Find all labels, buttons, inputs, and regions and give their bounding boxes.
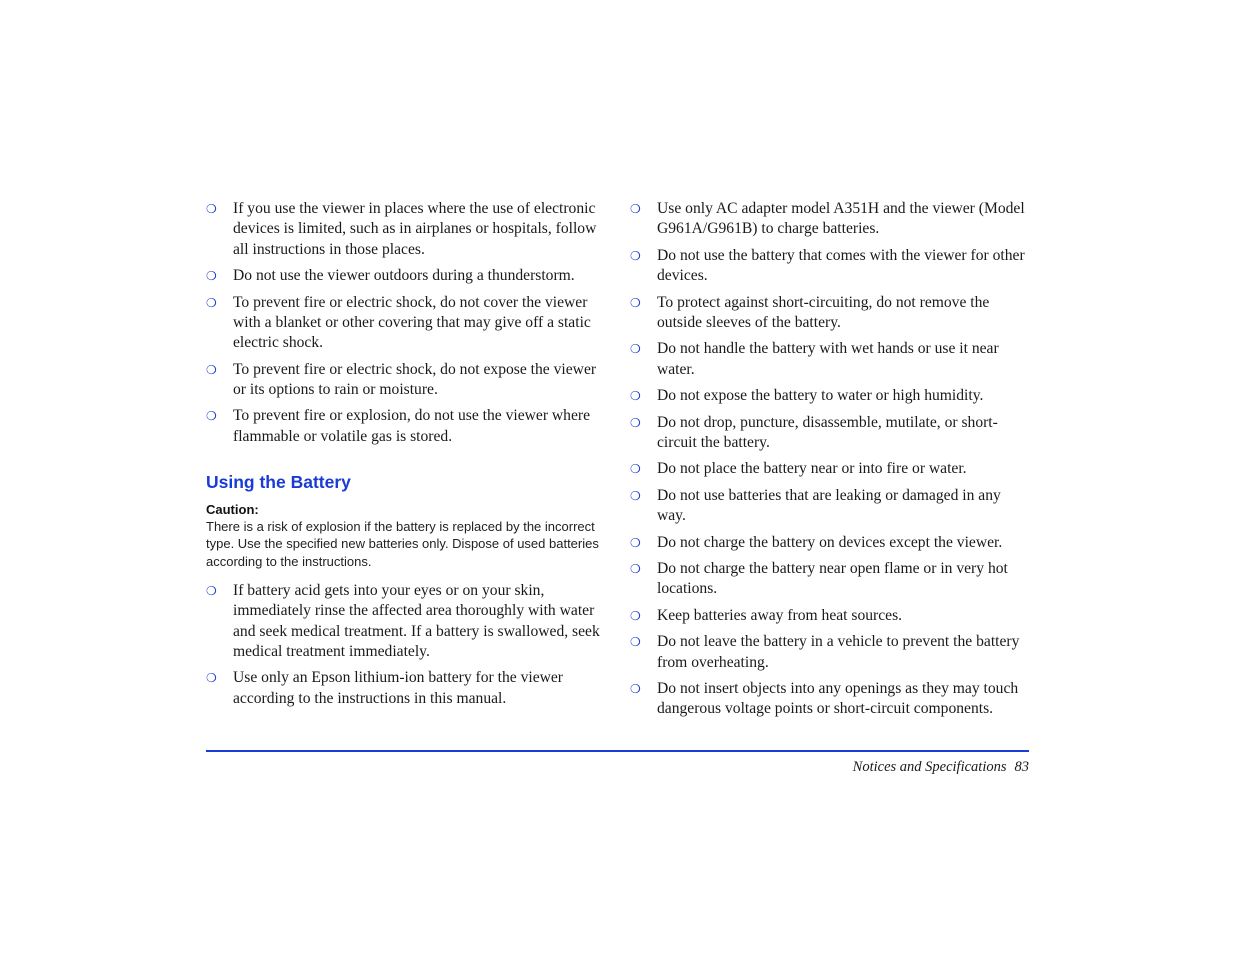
footer-section-title: Notices and Specifications (852, 759, 1007, 775)
bullet-icon: ❍ (206, 583, 217, 598)
bullet-icon: ❍ (630, 682, 641, 697)
bullet-icon: ❍ (630, 295, 641, 310)
list-item: ❍ Use only AC adapter model A351H and the viewer (Model G961A/G961B) to charge batteries. (630, 200, 1025, 238)
list-item: ❍ To prevent fire or electric shock, do not expose the viewer or its options to rain or moisture. (206, 360, 597, 398)
list-item: ❍ If battery acid gets into your eyes or on your skin, immediately rinse the affected area thoroughly with water and seek medical treatment. If a battery is swallowed, seek medical treatment immediately. (206, 581, 600, 660)
list-item: ❍ Do not insert objects into any openings as they may touch dangerous voltage points or short-circuit components. (630, 680, 1019, 718)
bullet-icon: ❍ (630, 635, 641, 650)
list-item: ❍ Do not place the battery near or into fire or water. (630, 459, 1030, 479)
bullet-icon: ❍ (630, 415, 641, 430)
bullet-icon: ❍ (630, 389, 641, 404)
top-bullet-list (206, 199, 606, 447)
bullet-icon: ❍ (206, 671, 217, 686)
bullet-icon: ❍ (630, 535, 641, 550)
page-number: 83 (1014, 759, 1029, 775)
footer-rule (206, 750, 1029, 752)
right-column (630, 199, 1030, 726)
battery-bullet-list (206, 581, 606, 709)
bullet-icon: ❍ (630, 342, 641, 357)
list-item: ❍ Do not use batteries that are leaking or damaged in any way. (630, 486, 1001, 525)
list-item: ❍ Do not handle the battery with wet hands or use it near water. (630, 340, 999, 378)
list-item: ❍ Do not use the battery that comes with the viewer for other devices. (630, 246, 1025, 285)
list-item: ❍ Do not leave the battery in a vehicle to prevent the battery from overheating. (630, 633, 1020, 671)
left-column (206, 199, 606, 715)
battery-precautions-list (630, 199, 1030, 720)
list-item: ❍ Do not charge the battery near open flame or in very hot locations. (630, 560, 1008, 598)
bullet-icon: ❍ (630, 202, 641, 216)
list-item: ❍ To prevent fire or explosion, do not use the viewer where flammable or volatile gas is stored. (206, 407, 591, 445)
list-item: ❍ Do not drop, puncture, disassemble, mutilate, or short-circuit the battery. (630, 413, 998, 451)
page-footer (853, 759, 1029, 776)
list-item: ❍ Do not charge the battery on devices except the viewer. (630, 533, 1030, 553)
bullet-icon: ❍ (206, 362, 217, 377)
list-item: ❍ Do not use the viewer outdoors during a thunderstorm. (206, 266, 606, 286)
caution-text: There is a risk of explosion if the battery is replaced by the incorrect type. Use the specified new batteries only. Dispose of used batteries according to the instructions. (206, 519, 599, 569)
bullet-icon: ❍ (630, 248, 641, 263)
list-item: ❍ Do not expose the battery to water or high humidity. (630, 386, 1030, 406)
list-item: ❍ If you use the viewer in places where the use of electronic devices is limited, such as in airplanes or hospitals, follow all instructions in those places. (206, 200, 597, 258)
list-item: ❍ To protect against short-circuiting, do not remove the outside sleeves of the battery. (630, 293, 990, 331)
bullet-icon: ❍ (206, 269, 217, 284)
caution-label: Caution: (206, 502, 259, 518)
bullet-icon: ❍ (630, 608, 641, 623)
section-title: Using the Battery (206, 472, 351, 493)
bullet-icon: ❍ (630, 488, 641, 503)
bullet-icon: ❍ (206, 409, 217, 424)
bullet-icon: ❍ (206, 295, 217, 310)
bullet-icon: ❍ (630, 462, 641, 477)
list-item: ❍ Keep batteries away from heat sources. (630, 606, 1030, 626)
list-item: ❍ To prevent fire or electric shock, do not cover the viewer with a blanket or other covering that may give off a static electric shock. (206, 293, 591, 352)
bullet-icon: ❍ (206, 202, 217, 216)
bullet-icon: ❍ (630, 562, 641, 577)
list-item: ❍ Use only an Epson lithium-ion battery for the viewer according to the instructions in this manual. (206, 669, 563, 707)
